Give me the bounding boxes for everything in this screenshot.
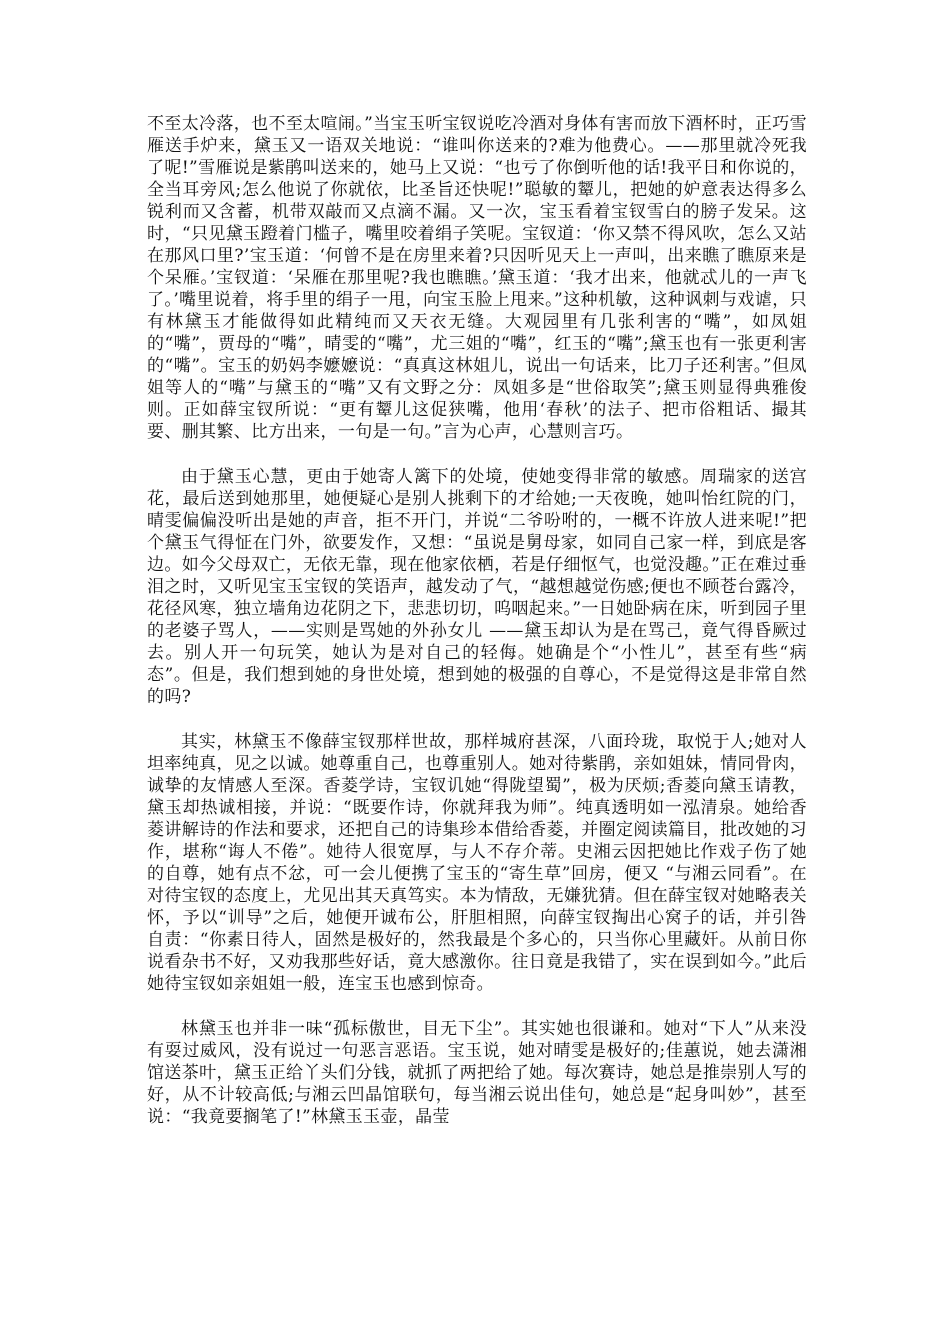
paragraph-3: 其实，林黛玉不像薛宝钗那样世故，那样城府甚深，八面玲珑，取悦于人;她对人坦率纯真，见之以诚。她尊重自己，也尊重别人。她对待紫鹃，亲如姐妹，情同骨肉，诚挚的友情感人至深。香菱学诗，宝钗讥她“得陇望蜀”，极为厌烦;香菱向黛玉请教，黛玉却热诚相接，并说：“既要作诗，你就拜我为师”。纯真透明如一泓清泉。她给香菱讲解诗的作法和要求，还把自己的诗集珍本借给香菱，并圈定阅读篇目，批改她的习作，堪称“诲人不倦”。她待人很宽厚，与人不存介蒂。史湘云因把她比作戏子伤了她的自尊，她有点不忿，可一会儿便携了宝玉的“寄生草”回房，便又 “与湘云同看”。在对待宝钗的态度上，尤见出其天真笃实。本为情敌，无嫌犹猜。但在薛宝钗对她略表关怀，予以“训导”之后，她便开诚布公，肝胆相照，向薛宝钗掏出心窝子的话，并引咎自责：“你素日待人，固然是极好的，然我最是个多心的，只当你心里藏奸。从前日你说看杂书不好，又劝我那些好话，竟大感激你。往日竟是我错了，实在误到如今。”此后她待宝钗如亲姐姐一般，连宝玉也感到惊奇。 <box>147 732 807 994</box>
paragraph-4: 林黛玉也并非一味“孤标傲世，目无下尘”。其实她也很谦和。她对“下人”从来没有耍过威风，没有说过一句恶言恶语。宝玉说，她对晴雯是极好的;佳蕙说，她去潇湘馆送茶叶，黛玉正给丫头们分钱，就抓了两把给了她。每次赛诗，她总是推崇别人写的好，从不计较高低;与湘云凹晶馆联句，每当湘云说出佳句，她总是“起身叫妙”，甚至说：“我竟要搁笔了!”林黛玉玉壶，晶莹 <box>147 1019 807 1127</box>
paragraph-1: 不至太冷落，也不至太喧闹。”当宝玉听宝钗说吃冷酒对身体有害而放下酒杯时，正巧雪雁送手炉来，黛玉又一语双关地说：“谁叫你送来的?难为他费心。——那里就冷死我了呢!”雪雁说是紫鹃叫送来的，她马上又说：“也亏了你倒听他的话!我平日和你说的，全当耳旁风;怎么他说了你就依，比圣旨还快呢!”聪敏的颦儿，把她的妒意表达得多么锐利而又含蓄，机带双敲而又点滴不漏。又一次，宝玉看着宝钗雪白的膀子发呆。这时，“只见黛玉蹬着门槛子，嘴里咬着绢子笑呢。宝钗道：‘你又禁不得风吹，怎么又站在那风口里?’宝玉道：‘何曾不是在房里来着?只因听见天上一声叫，出来瞧了瞧原来是个呆雁。’宝钗道：‘呆雁在那里呢?我也瞧瞧。’黛玉道：‘我才出来，他就忒儿的一声飞了。’嘴里说着，将手里的绢子一甩，向宝玉脸上甩来。”这种机敏，这种讽刺与戏谑，只有林黛玉才能做得如此精纯而又天衣无缝。大观园里有几张利害的“嘴”，如凤姐的“嘴”，贾母的“嘴”，晴雯的“嘴”，尤三姐的“嘴”，红玉的“嘴”;黛玉也有一张更利害的“嘴”。宝玉的奶妈李嬷嬷说：“真真这林姐儿，说出一句话来，比刀子还利害。”但凤姐等人的“嘴”与黛玉的“嘴”又有文野之分：凤姐多是“世俗取笑”;黛玉则显得典雅俊则。正如薛宝钗所说：“更有颦儿这促狭嘴，他用‘春秋’的法子、把市俗粗话、撮其要、删其繁、比方出来，一句是一句。”言为心声，心慧则言巧。 <box>147 114 807 442</box>
paragraph-2: 由于黛玉心慧，更由于她寄人篱下的处境，使她变得非常的敏感。周瑞家的送宫花，最后送到她那里，她便疑心是别人挑剩下的才给她;一天夜晚，她叫怡红院的门，晴雯偏偏没听出是她的声音，拒不开门，并说“二爷吩咐的，一概不许放人进来呢!”把个黛玉气得怔在门外，欲要发作，又想：“虽说是舅母家，如同自己家一样，到底是客边。如今父母双亡，无依无靠，现在他家依栖，若是仔细怄气，也觉没趣。”正在难过垂泪之时，又听见宝玉宝钗的笑语声，越发动了气，“越想越觉伤感;便也不顾苍台露冷，花径风寒，独立墙角边花阴之下，悲悲切切，呜咽起来。”一日她卧病在床，听到园子里的老婆子骂人，——实则是骂她的外孙女儿 ——黛玉却认为是在骂己，竟气得昏厥过去。别人开一句玩笑，她认为是对自己的轻侮。她确是个“小性儿”，甚至有些“病态”。但是，我们想到她的身世处境，想到她的极强的自尊心，不是觉得这是非常自然的吗? <box>147 467 807 707</box>
document-body <box>147 113 807 1151</box>
